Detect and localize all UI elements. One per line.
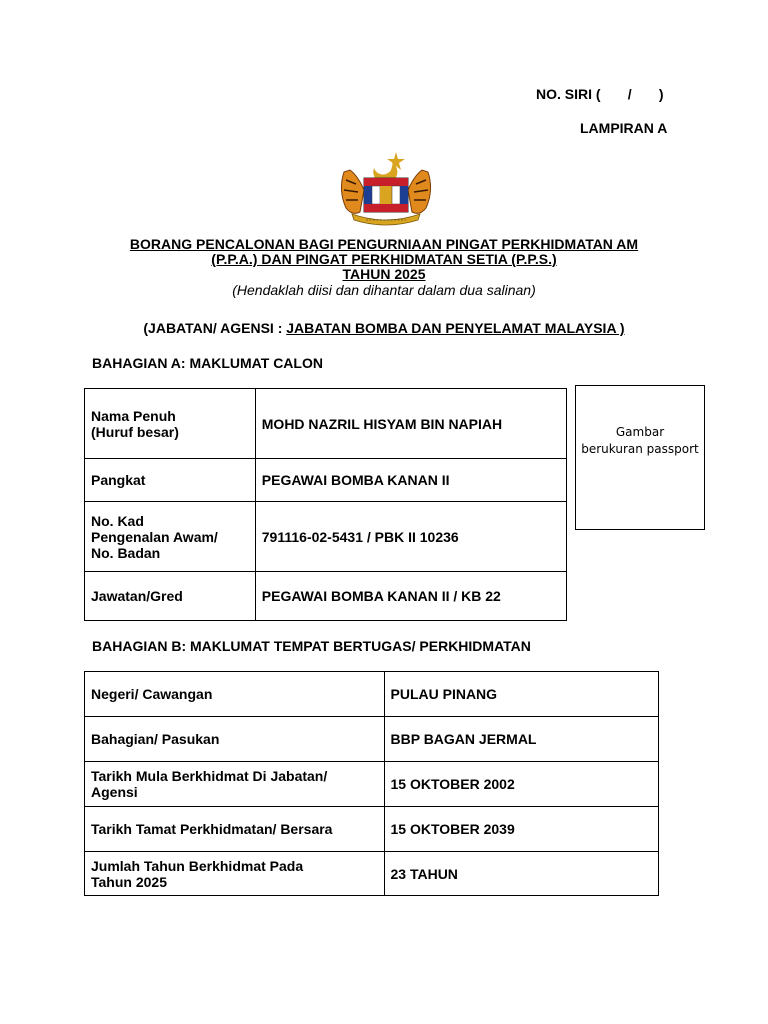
label-line: No. Badan [91, 544, 161, 561]
table-row [85, 389, 567, 459]
serial-number: NO. SIRI ( / ) [536, 86, 664, 102]
row-value: 23 TAHUN [384, 852, 659, 896]
row-label: Jawatan/Gred [85, 572, 256, 621]
title-year: TAHUN 2025 [342, 266, 426, 282]
row-label: Bahagian/ Pasukan [85, 717, 385, 762]
agency-label: (JABATAN/ AGENSI : [143, 320, 287, 336]
table-row [85, 717, 659, 762]
label-line: Tahun 2025 [91, 873, 167, 890]
row-label: Pangkat [85, 459, 256, 502]
photo-line-1: Gambar [615, 425, 665, 439]
label-line: Agensi [91, 784, 138, 800]
service-info-table [84, 671, 659, 896]
agency-line [0, 320, 768, 336]
row-value: PULAU PINANG [384, 672, 659, 717]
label-line: No. Kad [91, 512, 144, 529]
row-value: MOHD NAZRIL HISYAM BIN NAPIAH [255, 389, 566, 459]
table-row [85, 672, 659, 717]
row-label [85, 762, 385, 807]
table-row [85, 762, 659, 807]
row-value: PEGAWAI BOMBA KANAN II / KB 22 [255, 572, 566, 621]
row-value: 791116-02-5431 / PBK II 10236 [255, 502, 566, 572]
attachment-label: LAMPIRAN A [580, 120, 668, 136]
table-row [85, 459, 567, 502]
section-b-heading: BAHAGIAN B: MAKLUMAT TEMPAT BERTUGAS/ PERKHIDMATAN [92, 638, 531, 654]
row-label [85, 389, 256, 459]
passport-photo-box [575, 385, 705, 530]
candidate-info-table [84, 388, 567, 621]
row-value: 15 OKTOBER 2039 [384, 807, 659, 852]
table-row [85, 572, 567, 621]
label-line: (Huruf besar) [91, 423, 179, 440]
agency-value: JABATAN BOMBA DAN PENYELAMAT MALAYSIA ) [286, 320, 625, 336]
label-line: Jumlah Tahun Berkhidmat Pada [91, 857, 304, 874]
table-row [85, 852, 659, 896]
title-line-1: BORANG PENCALONAN BAGI PENGURNIAAN PINGAT PERKHIDMATAN AM [129, 236, 639, 252]
malaysia-coat-of-arms-icon [336, 150, 436, 226]
label-line: Pengenalan Awam/ [91, 528, 218, 545]
row-label: Negeri/ Cawangan [85, 672, 385, 717]
table-row [85, 807, 659, 852]
table-row [85, 502, 567, 572]
row-label [85, 502, 256, 572]
section-a-heading: BAHAGIAN A: MAKLUMAT CALON [92, 355, 323, 371]
title-line-2: (P.P.A.) DAN PINGAT PERKHIDMATAN SETIA (P.P.S.) [211, 251, 557, 267]
row-label: Tarikh Tamat Perkhidmatan/ Bersara [85, 807, 385, 852]
title-note: (Hendaklah diisi dan dihantar dalam dua salinan) [232, 282, 536, 298]
label-line: Tarikh Mula Berkhidmat Di Jabatan/ [91, 768, 328, 784]
row-value: PEGAWAI BOMBA KANAN II [255, 459, 566, 502]
row-value: BBP BAGAN JERMAL [384, 717, 659, 762]
row-label [85, 852, 385, 896]
label-line: Nama Penuh [91, 407, 176, 424]
photo-line-2: berukuran passport [581, 442, 699, 456]
row-value: 15 OKTOBER 2002 [384, 762, 659, 807]
form-title [0, 237, 768, 298]
